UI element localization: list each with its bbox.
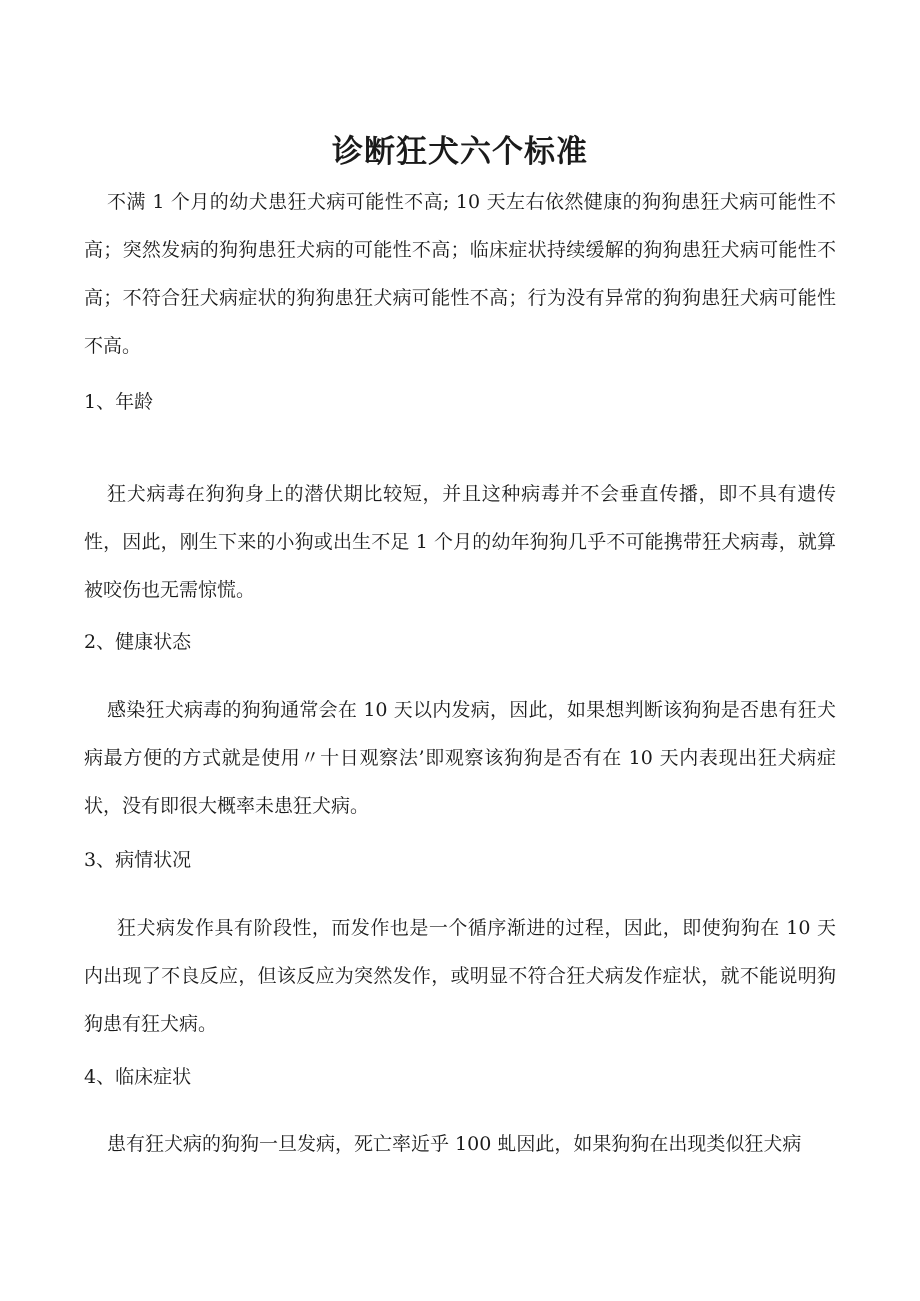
intro-paragraph: 不满 1 个月的幼犬患狂犬病可能性不高; 10 天左右依然健康的狗狗患狂犬病可能性不高；突然发病的狗狗患狂犬病的可能性不高；临床症状持续缓解的狗狗患狂犬病可能性不高；不符合狂犬病症状的狗狗患狂犬病可能性不高；行为没有异常的狗狗患狂犬病可能性不高。 [84,191,836,357]
section-heading-health: 2、健康状态 [84,631,192,653]
section-heading-age: 1、年龄 [84,391,154,413]
section-body-health: 感染狂犬病毒的狗狗通常会在 10 天以内发病，因此，如果想判断该狗狗是否患有狂犬病最方便的方式就是使用〃十日观察法’即观察该狗狗是否有在 10 天内表现出狂犬病症状，没有即很大概率未患狂犬病。 [84,699,836,817]
section-heading-condition: 3、病情状况 [84,849,192,871]
section-body-age: 狂犬病毒在狗狗身上的潜伏期比较短，并且这种病毒并不会垂直传播，即不具有遗传性，因此，刚生下来的小狗或出生不足 1 个月的幼年狗狗几乎不可能携带狂犬病毒，就算被咬伤也无需惊慌。 [84,483,836,601]
section-body-symptoms: 患有狂犬病的狗狗一旦发病，死亡率近乎 100 虬因此，如果狗狗在出现类似狂犬病 [107,1133,802,1155]
page-title: 诊断狂犬六个标准 [332,134,588,170]
section-heading-symptoms: 4、临床症状 [84,1066,192,1088]
section-body-condition: 狂犬病发作具有阶段性，而发作也是一个循序渐进的过程，因此，即使狗狗在 10 天内出现了不良反应，但该反应为突然发作，或明显不符合狂犬病发作症状，就不能说明狗狗患有狂犬病。 [84,917,836,1035]
